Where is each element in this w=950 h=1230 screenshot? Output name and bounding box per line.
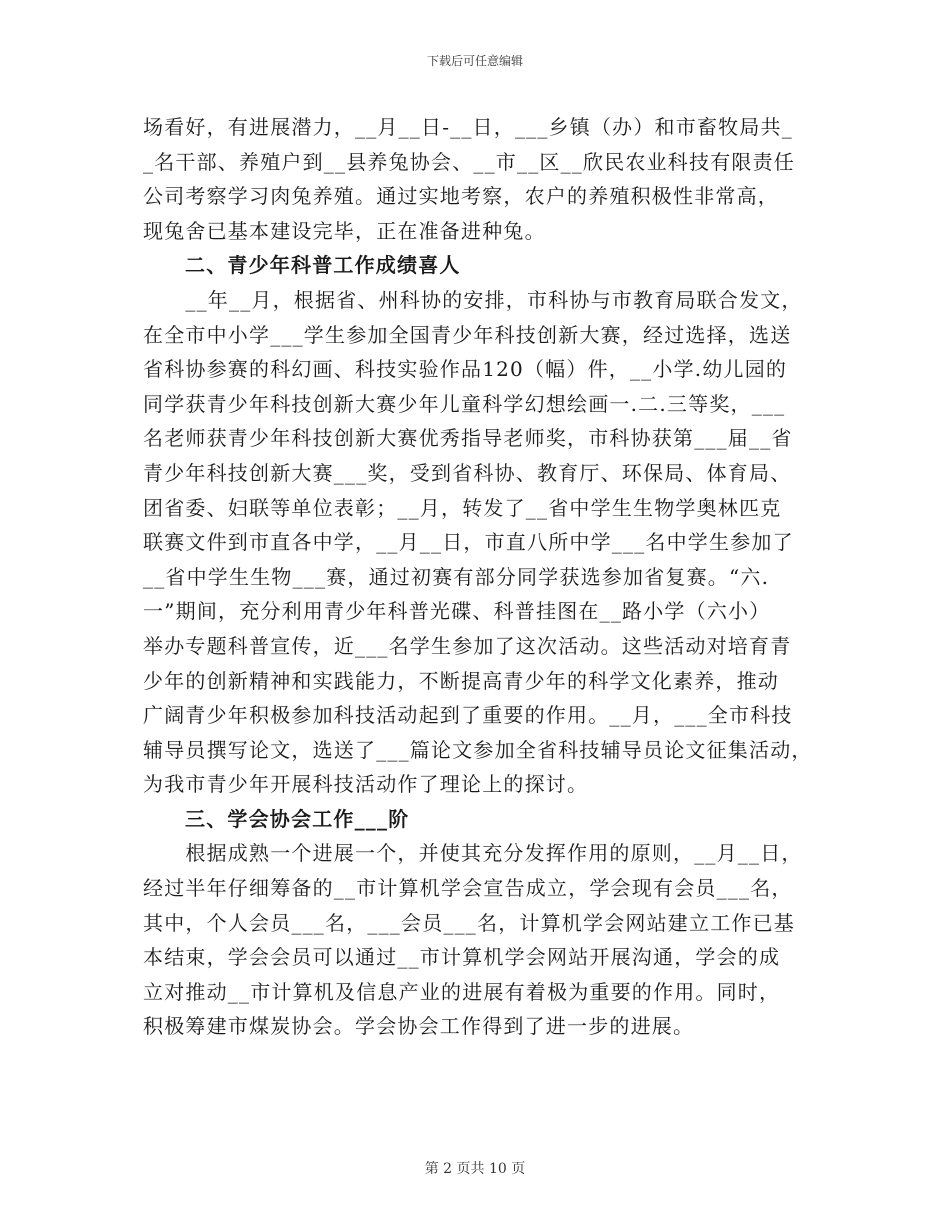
page-header: 下载后可任意编辑	[426, 54, 523, 68]
text-line: 同学获青少年科技创新大赛少年儿童科学幻想绘画一.二.三等奖，___	[143, 391, 786, 416]
text-line: 省科协参赛的科幻画、科技实验作品120（幅）件，__小学.幼儿园的	[143, 357, 788, 382]
text-line: 辅导员撰写论文，选送了___篇论文参加全省科技辅导员论文征集活动，	[143, 737, 813, 762]
text-line: 团省委、妇联等单位表彰；__月，转发了__省中学生生物学奥林匹克	[143, 495, 782, 520]
text-line: 经过半年仔细筹备的__市计算机学会宣告成立，学会现有会员___名，	[143, 876, 793, 901]
text-line: __年__月，根据省、州科协的安排，市科协与市教育局联合发文，	[143, 287, 803, 312]
text-line: __省中学生生物___赛，通过初赛有部分同学获选参加省复赛。“六.	[143, 564, 770, 589]
text-line: 立对推动__市计算机及信息产业的进展有着极为重要的作用。同时，	[143, 979, 781, 1004]
text-line: 一”期间，充分利用青少年科普光碟、科普挂图在__路小学（六小）	[143, 599, 771, 624]
text-line: 现兔舍已基本建设完毕，正在准备进种兔。	[143, 218, 546, 243]
text-line: 名老师获青少年科技创新大赛优秀指导老师奖，市科协获第___届__省	[143, 426, 793, 451]
document-body	[143, 110, 818, 1044]
text-line: 积极筹建市煤炭协会。学会协会工作得到了进一步的进展。	[143, 1014, 695, 1039]
text-line: 本结束，学会会员可以通过__市计算机学会网站开展沟通，学会的成	[143, 945, 781, 970]
text-line: 为我市青少年开展科技活动作了理论上的探讨。	[143, 772, 589, 797]
text-line: 根据成熟一个进展一个，并使其充分发挥作用的原则，__月__日，	[143, 841, 803, 866]
text-line: 少年的创新精神和实践能力，不断提高青少年的科学文化素养，推动	[143, 668, 779, 693]
section-heading-2: 二、青少年科普工作成绩喜人	[185, 253, 461, 278]
section-heading-3: 三、学会协会工作___阶	[185, 806, 410, 831]
text-line: 举办专题科普宣传，近___名学生参加了这次活动。这些活动对培育青	[143, 633, 792, 658]
text-line: 公司考察学习肉兔养殖。通过实地考察，农户的养殖积极性非常高，	[143, 184, 779, 209]
text-line: _名干部、养殖户到__县养兔协会、__市__区__欣民农业科技有限责任	[143, 149, 795, 174]
text-line: 场看好，有进展潜力，__月__日-__日，___乡镇（办）和市畜牧局共_	[143, 115, 793, 139]
text-line: 在全市中小学___学生参加全国青少年科技创新大赛，经过选择，选送	[143, 322, 792, 347]
text-line: 青少年科技创新大赛___奖，受到省科协、教育厅、环保局、体育局、	[143, 460, 792, 485]
text-line: 其中，个人会员___名，___会员___名，计算机学会网站建立工作已基	[143, 910, 795, 935]
text-line: 联赛文件到市直各中学，__月__日，市直八所中学___名中学生参加了	[143, 530, 794, 555]
page-footer: 第 2 页共 10 页	[424, 1161, 526, 1177]
text-line: 广阔青少年积极参加科技活动起到了重要的作用。__月，___全市科技	[143, 703, 793, 728]
